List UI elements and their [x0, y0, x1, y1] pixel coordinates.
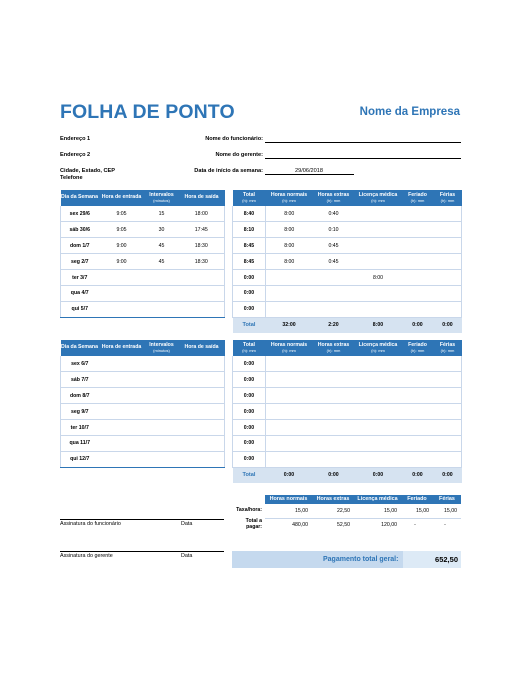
overtime-cell[interactable] [313, 285, 355, 301]
normal-hours-cell[interactable] [266, 372, 313, 388]
manager-date-label: Data [181, 553, 193, 559]
sick-leave-cell[interactable] [355, 388, 402, 404]
vacation-cell[interactable] [434, 435, 462, 451]
table-row [61, 270, 225, 286]
left-header-0: Dia da Semana [61, 340, 99, 356]
table-row [61, 285, 225, 301]
table-row [233, 372, 462, 388]
left-header-3: Hora de saída [179, 340, 225, 356]
table-row [233, 356, 462, 372]
time-out-cell[interactable] [179, 451, 225, 467]
pay-value: - [444, 522, 446, 529]
rates-header-2: Licença médica [354, 495, 401, 504]
day-cell: dom 8/7 [61, 388, 99, 404]
right-header-3: Licença médica (h): mm [355, 190, 402, 206]
day-cell: qua 4/7 [61, 285, 99, 301]
week1-summary-table [232, 190, 462, 333]
normal-hours-cell[interactable] [266, 420, 313, 436]
normal-hours-cell[interactable]: 8:00 [266, 254, 313, 270]
time-out-cell[interactable] [179, 435, 225, 451]
break-minutes-cell[interactable] [145, 435, 179, 451]
total-normal: 32:00 [266, 317, 313, 333]
holiday-cell[interactable] [402, 222, 434, 238]
total-cell: 0:00 [233, 301, 266, 317]
table-row [61, 451, 225, 467]
table-row [61, 238, 225, 254]
vacation-cell[interactable] [434, 238, 462, 254]
day-cell: ter 10/7 [61, 420, 99, 436]
sick-leave-cell[interactable] [355, 222, 402, 238]
left-header-0: Dia da Semana [61, 190, 99, 206]
break-minutes-cell[interactable] [145, 451, 179, 467]
right-header-4: Feriado (h): mm [402, 340, 434, 356]
sick-leave-cell[interactable] [355, 238, 402, 254]
week2-summary-table [232, 340, 462, 483]
break-minutes-cell[interactable] [145, 404, 179, 420]
time-in-cell[interactable] [99, 301, 145, 317]
table-row [61, 388, 225, 404]
time-in-cell[interactable] [99, 356, 145, 372]
time-out-cell[interactable] [179, 388, 225, 404]
employee-date-label: Data [181, 521, 193, 527]
vacation-cell[interactable] [434, 206, 462, 222]
manager-name-label: Nome do gerente: [215, 152, 263, 158]
total-cell: 0:00 [233, 451, 266, 467]
overtime-cell[interactable]: 0:40 [313, 206, 355, 222]
table-row [233, 404, 462, 420]
vacation-cell[interactable] [434, 420, 462, 436]
week-start-value[interactable]: 29/06/2018 [295, 168, 323, 174]
break-minutes-cell[interactable] [145, 388, 179, 404]
break-minutes-cell[interactable] [145, 372, 179, 388]
sick-leave-cell[interactable] [355, 420, 402, 436]
sick-leave-cell[interactable] [355, 301, 402, 317]
time-in-cell[interactable]: 9:00 [99, 254, 145, 270]
vacation-cell[interactable] [434, 451, 462, 467]
pay-label: Total a pagar: [245, 518, 262, 530]
overtime-cell[interactable] [313, 372, 355, 388]
break-minutes-cell[interactable] [145, 285, 179, 301]
pay-value: - [414, 522, 416, 529]
holiday-cell[interactable] [402, 451, 434, 467]
overtime-cell[interactable] [313, 420, 355, 436]
rates-header-3: Feriado [401, 495, 433, 504]
sick-leave-cell[interactable] [355, 254, 402, 270]
table-row [61, 222, 225, 238]
sick-leave-cell[interactable] [355, 206, 402, 222]
rates-table [232, 495, 461, 532]
table-row [233, 388, 462, 404]
break-minutes-cell[interactable]: 15 [145, 206, 179, 222]
normal-hours-cell[interactable] [266, 388, 313, 404]
right-header-2: Horas extras (h): mm [313, 340, 355, 356]
day-cell: qua 11/7 [61, 435, 99, 451]
time-out-cell[interactable]: 18:00 [179, 206, 225, 222]
manager-signature-label: Assinatura do gerente [60, 553, 113, 559]
day-cell: qui 5/7 [61, 301, 99, 317]
time-in-cell[interactable] [99, 420, 145, 436]
day-cell: seg 2/7 [61, 254, 99, 270]
time-out-cell[interactable] [179, 420, 225, 436]
page-title: FOLHA DE PONTO [60, 101, 235, 123]
total-extra: 2:20 [313, 317, 355, 333]
rate-value[interactable]: 15,00 [265, 504, 312, 518]
normal-hours-cell[interactable]: 8:00 [266, 206, 313, 222]
table-row [233, 254, 462, 270]
sick-leave-cell[interactable] [355, 285, 402, 301]
table-row [233, 435, 462, 451]
vacation-cell[interactable] [434, 270, 462, 286]
week2-entry-table [60, 340, 225, 468]
right-header-1: Horas normais (h): mm [266, 190, 313, 206]
total-label: Total [233, 317, 266, 333]
right-header-0: Total (h): mm [233, 340, 266, 356]
break-minutes-cell[interactable]: 30 [145, 222, 179, 238]
holiday-cell[interactable] [402, 285, 434, 301]
break-minutes-cell[interactable] [145, 420, 179, 436]
vacation-cell[interactable] [434, 301, 462, 317]
total-payment-label: Pagamento total geral: [323, 556, 399, 563]
rates-header-4: Férias [433, 495, 461, 504]
total-cell: 0:00 [233, 420, 266, 436]
table-row [61, 404, 225, 420]
rate-label: Taxa/hora: [236, 507, 262, 514]
table-row [233, 301, 462, 317]
table-row [233, 238, 462, 254]
time-in-cell[interactable]: 9:05 [99, 222, 145, 238]
time-out-cell[interactable] [179, 270, 225, 286]
holiday-cell[interactable] [402, 206, 434, 222]
manager-signature-line[interactable] [60, 551, 224, 552]
left-header-1: Hora de entrada [99, 340, 145, 356]
employee-signature-line[interactable] [60, 519, 224, 520]
break-minutes-cell[interactable] [145, 270, 179, 286]
rate-value[interactable]: 15,00 [433, 504, 461, 518]
day-cell: dom 1/7 [61, 238, 99, 254]
break-minutes-cell[interactable]: 45 [145, 254, 179, 270]
day-cell: seg 9/7 [61, 404, 99, 420]
table-row [233, 451, 462, 467]
rates-corner [232, 495, 265, 504]
total-cell: 0:00 [233, 285, 266, 301]
company-name[interactable]: Nome da Empresa [359, 106, 460, 118]
total-cell: 8:45 [233, 238, 266, 254]
total-extra: 0:00 [313, 467, 355, 483]
time-out-cell[interactable] [179, 356, 225, 372]
holiday-cell[interactable] [402, 238, 434, 254]
holiday-cell[interactable] [402, 270, 434, 286]
right-header-3: Licença médica (h): mm [355, 340, 402, 356]
time-in-cell[interactable] [99, 372, 145, 388]
pay-value: 120,00 [381, 522, 397, 529]
total-cell: 8:40 [233, 206, 266, 222]
day-cell: qui 12/7 [61, 451, 99, 467]
overtime-cell[interactable]: 0:45 [313, 238, 355, 254]
table-row [233, 222, 462, 238]
normal-hours-cell[interactable] [266, 270, 313, 286]
employee-name-field[interactable] [265, 142, 461, 143]
total-cell: 0:00 [233, 404, 266, 420]
right-header-5: Férias (h): mm [434, 190, 462, 206]
time-out-cell[interactable] [179, 404, 225, 420]
time-out-cell[interactable]: 18:30 [179, 238, 225, 254]
day-cell: sáb 30/6 [61, 222, 99, 238]
total-sick: 8:00 [355, 317, 402, 333]
rate-value[interactable]: 22,50 [312, 504, 354, 518]
overtime-cell[interactable] [313, 404, 355, 420]
right-header-2: Horas extras (h): mm [313, 190, 355, 206]
normal-hours-cell[interactable] [266, 451, 313, 467]
total-sick: 0:00 [355, 467, 402, 483]
normal-hours-cell[interactable] [266, 285, 313, 301]
table-row [61, 435, 225, 451]
rates-header-1: Horas extras [312, 495, 354, 504]
table-row [233, 270, 462, 286]
time-in-cell[interactable]: 9:00 [99, 238, 145, 254]
overtime-cell[interactable] [313, 451, 355, 467]
week1-entry-table [60, 190, 225, 318]
time-out-cell[interactable]: 18:30 [179, 254, 225, 270]
normal-hours-cell[interactable] [266, 404, 313, 420]
left-header-1: Hora de entrada [99, 190, 145, 206]
right-header-5: Férias (h): mm [434, 340, 462, 356]
table-row [61, 420, 225, 436]
overtime-cell[interactable]: 0:10 [313, 222, 355, 238]
overtime-cell[interactable] [313, 301, 355, 317]
table-row [61, 206, 225, 222]
holiday-cell[interactable] [402, 301, 434, 317]
normal-hours-cell[interactable] [266, 356, 313, 372]
pay-value: 480,00 [292, 522, 308, 529]
phone[interactable]: Telefone [60, 175, 83, 181]
time-in-cell[interactable] [99, 435, 145, 451]
time-in-cell[interactable] [99, 404, 145, 420]
total-holiday: 0:00 [402, 467, 434, 483]
time-out-cell[interactable] [179, 285, 225, 301]
vacation-cell[interactable] [434, 404, 462, 420]
holiday-cell[interactable] [402, 356, 434, 372]
table-row [233, 420, 462, 436]
day-cell: sex 29/6 [61, 206, 99, 222]
left-header-3: Hora de saída [179, 190, 225, 206]
break-minutes-cell[interactable] [145, 356, 179, 372]
overtime-cell[interactable] [313, 356, 355, 372]
table-row [61, 356, 225, 372]
time-out-cell[interactable] [179, 301, 225, 317]
city-state-zip[interactable]: Cidade, Estado, CEP [60, 168, 116, 174]
left-header-2: Intervalos (minutos) [145, 340, 179, 356]
week-start-field[interactable] [265, 174, 354, 175]
rate-value[interactable]: 15,00 [401, 504, 433, 518]
sick-leave-cell[interactable]: 8:00 [355, 270, 402, 286]
total-payment-value: 652,50 [435, 555, 458, 564]
total-cell: 0:00 [233, 435, 266, 451]
employee-signature-label: Assinatura do funcionário [60, 521, 121, 527]
sick-leave-cell[interactable] [355, 356, 402, 372]
table-row [233, 285, 462, 301]
total-normal: 0:00 [266, 467, 313, 483]
day-cell: sáb 7/7 [61, 372, 99, 388]
total-label: Total [233, 467, 266, 483]
right-header-4: Feriado (h): mm [402, 190, 434, 206]
table-row [233, 206, 462, 222]
total-holiday: 0:00 [402, 317, 434, 333]
holiday-cell[interactable] [402, 388, 434, 404]
total-cell: 0:00 [233, 372, 266, 388]
time-in-cell[interactable] [99, 388, 145, 404]
total-vacation: 0:00 [434, 467, 462, 483]
total-cell: 8:45 [233, 254, 266, 270]
day-cell: sex 6/7 [61, 356, 99, 372]
normal-hours-cell[interactable]: 8:00 [266, 222, 313, 238]
week-start-label: Data de início da semana: [194, 168, 263, 174]
time-in-cell[interactable]: 9:05 [99, 206, 145, 222]
sick-leave-cell[interactable] [355, 451, 402, 467]
holiday-cell[interactable] [402, 435, 434, 451]
sick-leave-cell[interactable] [355, 372, 402, 388]
day-cell: ter 3/7 [61, 270, 99, 286]
overtime-cell[interactable]: 0:45 [313, 254, 355, 270]
table-row [61, 254, 225, 270]
address-2[interactable]: Endereço 2 [60, 152, 91, 158]
time-in-cell[interactable] [99, 270, 145, 286]
table-row [61, 372, 225, 388]
sick-leave-cell[interactable] [355, 435, 402, 451]
vacation-cell[interactable] [434, 356, 462, 372]
normal-hours-cell[interactable]: 8:00 [266, 238, 313, 254]
total-cell: 0:00 [233, 356, 266, 372]
total-cell: 0:00 [233, 270, 266, 286]
address-1[interactable]: Endereço 1 [60, 136, 91, 142]
vacation-cell[interactable] [434, 254, 462, 270]
time-in-cell[interactable] [99, 285, 145, 301]
pay-value: 52,50 [337, 522, 350, 529]
vacation-cell[interactable] [434, 285, 462, 301]
total-vacation: 0:00 [434, 317, 462, 333]
normal-hours-cell[interactable] [266, 301, 313, 317]
total-cell: 0:00 [233, 388, 266, 404]
rate-value[interactable]: 15,00 [354, 504, 401, 518]
rates-header-0: Horas normais [265, 495, 312, 504]
manager-name-field[interactable] [265, 158, 461, 159]
overtime-cell[interactable] [313, 388, 355, 404]
holiday-cell[interactable] [402, 254, 434, 270]
time-out-cell[interactable]: 17:45 [179, 222, 225, 238]
total-cell: 8:10 [233, 222, 266, 238]
table-row [61, 301, 225, 317]
vacation-cell[interactable] [434, 222, 462, 238]
right-header-1: Horas normais (h): mm [266, 340, 313, 356]
holiday-cell[interactable] [402, 420, 434, 436]
holiday-cell[interactable] [402, 404, 434, 420]
vacation-cell[interactable] [434, 388, 462, 404]
right-header-0: Total (h): mm [233, 190, 266, 206]
normal-hours-cell[interactable] [266, 435, 313, 451]
holiday-cell[interactable] [402, 372, 434, 388]
left-header-2: Intervalos (minutos) [145, 190, 179, 206]
sick-leave-cell[interactable] [355, 404, 402, 420]
time-in-cell[interactable] [99, 451, 145, 467]
employee-name-label: Nome do funcionário: [205, 136, 263, 142]
break-minutes-cell[interactable]: 45 [145, 238, 179, 254]
overtime-cell[interactable] [313, 270, 355, 286]
overtime-cell[interactable] [313, 435, 355, 451]
break-minutes-cell[interactable] [145, 301, 179, 317]
time-out-cell[interactable] [179, 372, 225, 388]
vacation-cell[interactable] [434, 372, 462, 388]
